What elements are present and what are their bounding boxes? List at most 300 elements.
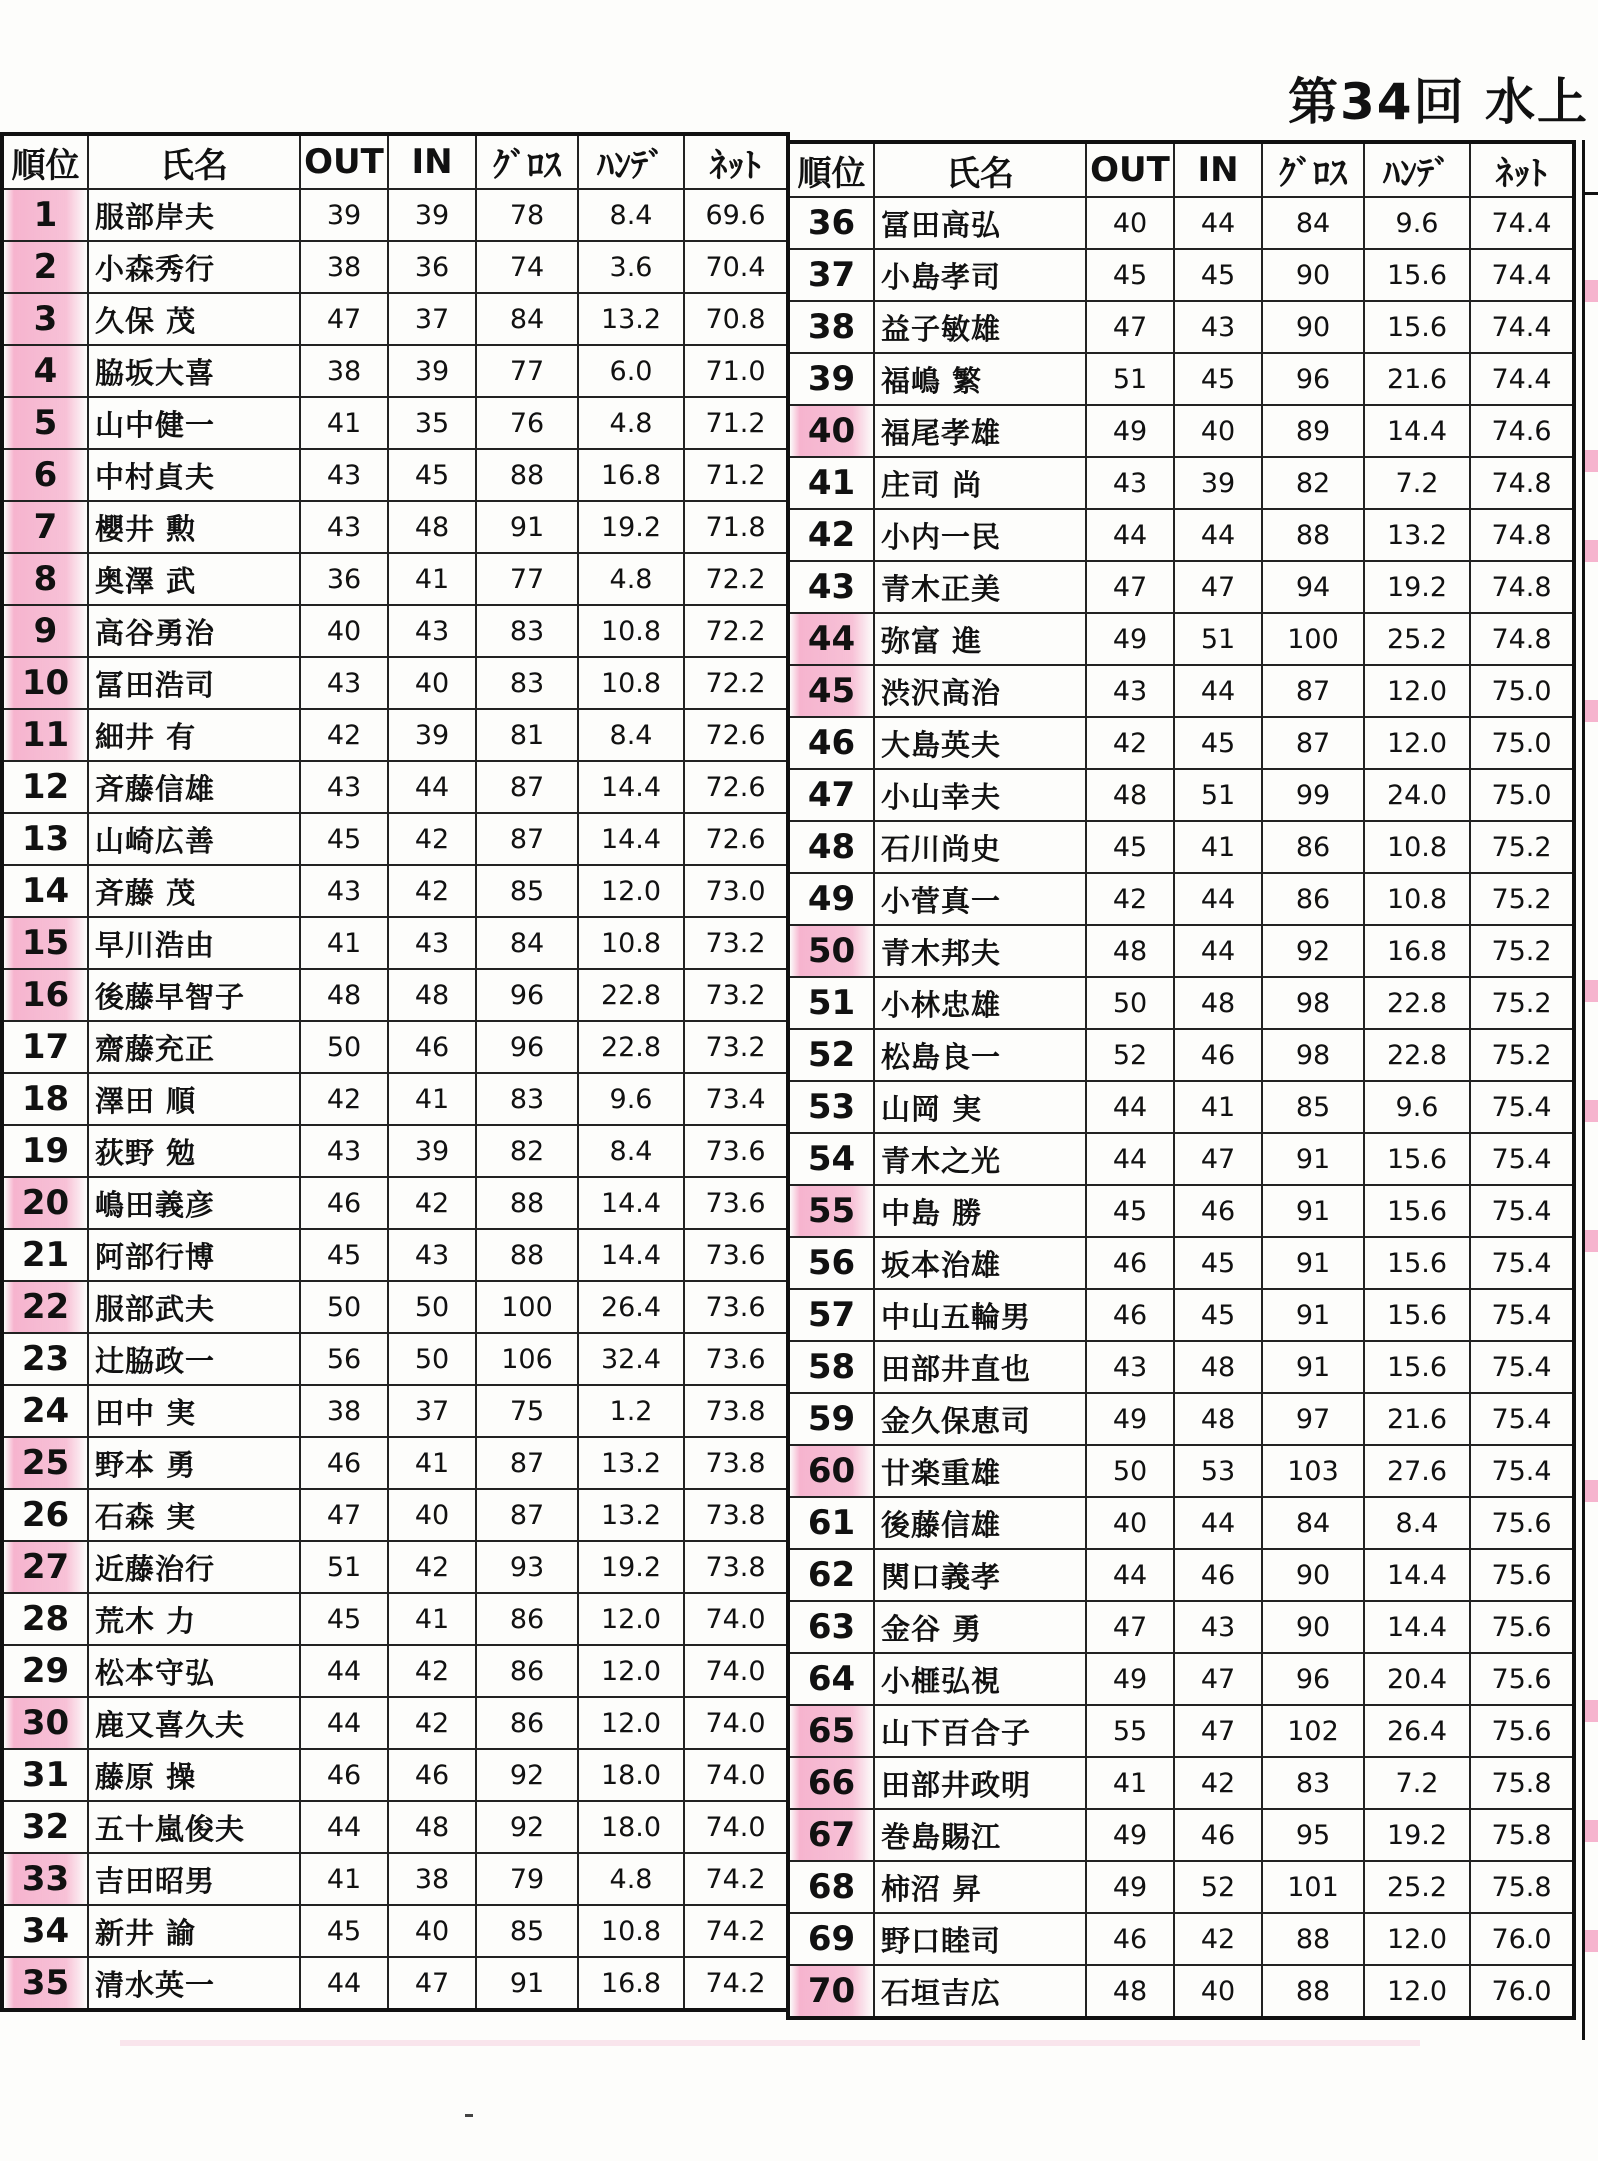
out-cell: 45 xyxy=(1086,1185,1174,1237)
net-cell: 72.6 xyxy=(684,813,788,865)
out-cell: 49 xyxy=(1086,1653,1174,1705)
table-row xyxy=(788,717,1574,769)
out-cell: 43 xyxy=(1086,457,1174,509)
name-cell: 福嶋 繁 xyxy=(874,353,1086,405)
gross-cell: 83 xyxy=(476,1073,578,1125)
net-cell: 75.2 xyxy=(1470,821,1574,873)
net-cell: 75.8 xyxy=(1470,1757,1574,1809)
gross-cell: 86 xyxy=(1262,821,1364,873)
net-cell: 74.2 xyxy=(684,1853,788,1905)
results-table-left xyxy=(0,132,790,2012)
rank-cell: 32 xyxy=(2,1801,88,1853)
handicap-cell: 20.4 xyxy=(1364,1653,1470,1705)
rank-cell: 68 xyxy=(788,1861,874,1913)
net-cell: 75.4 xyxy=(1470,1289,1574,1341)
handicap-cell: 8.4 xyxy=(578,189,684,241)
in-cell: 45 xyxy=(1174,1289,1262,1341)
name-cell: 荒木 力 xyxy=(88,1593,300,1645)
in-cell: 41 xyxy=(388,1073,476,1125)
out-cell: 44 xyxy=(300,1957,388,2010)
header-handicap: ﾊﾝﾃﾞ xyxy=(578,134,684,189)
out-cell: 49 xyxy=(1086,405,1174,457)
name-cell: 大島英夫 xyxy=(874,717,1086,769)
gross-cell: 77 xyxy=(476,345,578,397)
net-cell: 70.8 xyxy=(684,293,788,345)
in-cell: 43 xyxy=(388,917,476,969)
header-in: IN xyxy=(1174,142,1262,197)
out-cell: 43 xyxy=(300,501,388,553)
out-cell: 48 xyxy=(1086,769,1174,821)
highlight-mark xyxy=(1585,1480,1598,1502)
in-cell: 43 xyxy=(1174,301,1262,353)
net-cell: 72.2 xyxy=(684,657,788,709)
in-cell: 50 xyxy=(388,1281,476,1333)
name-cell: 脇坂大喜 xyxy=(88,345,300,397)
gross-cell: 96 xyxy=(1262,1653,1364,1705)
in-cell: 40 xyxy=(1174,1965,1262,2018)
in-cell: 48 xyxy=(388,501,476,553)
net-cell: 73.8 xyxy=(684,1541,788,1593)
gross-cell: 98 xyxy=(1262,977,1364,1029)
out-cell: 51 xyxy=(300,1541,388,1593)
handicap-cell: 21.6 xyxy=(1364,353,1470,405)
net-cell: 73.6 xyxy=(684,1177,788,1229)
out-cell: 39 xyxy=(300,189,388,241)
gross-cell: 90 xyxy=(1262,1549,1364,1601)
gross-cell: 99 xyxy=(1262,769,1364,821)
rank-cell: 25 xyxy=(2,1437,88,1489)
out-cell: 41 xyxy=(300,917,388,969)
gross-cell: 95 xyxy=(1262,1809,1364,1861)
net-cell: 76.0 xyxy=(1470,1965,1574,2018)
net-cell: 74.0 xyxy=(684,1645,788,1697)
out-cell: 41 xyxy=(300,397,388,449)
handicap-cell: 8.4 xyxy=(578,709,684,761)
highlight-mark xyxy=(1585,980,1598,1002)
gross-cell: 87 xyxy=(1262,665,1364,717)
table-row xyxy=(788,1341,1574,1393)
table-row xyxy=(2,1333,788,1385)
name-cell: 金久保恵司 xyxy=(874,1393,1086,1445)
gross-cell: 77 xyxy=(476,553,578,605)
name-cell: 荻野 勉 xyxy=(88,1125,300,1177)
handicap-cell: 15.6 xyxy=(1364,301,1470,353)
name-cell: 五十嵐俊夫 xyxy=(88,1801,300,1853)
handicap-cell: 16.8 xyxy=(578,1957,684,2010)
rank-cell: 8 xyxy=(2,553,88,605)
in-cell: 40 xyxy=(1174,405,1262,457)
rank-cell: 60 xyxy=(788,1445,874,1497)
name-cell: 澤田 順 xyxy=(88,1073,300,1125)
out-cell: 46 xyxy=(300,1749,388,1801)
handicap-cell: 22.8 xyxy=(578,1021,684,1073)
net-cell: 73.6 xyxy=(684,1333,788,1385)
in-cell: 41 xyxy=(1174,821,1262,873)
net-cell: 75.6 xyxy=(1470,1705,1574,1757)
table-row xyxy=(788,1289,1574,1341)
highlight-mark xyxy=(1585,1820,1598,1842)
in-cell: 44 xyxy=(388,761,476,813)
in-cell: 48 xyxy=(388,1801,476,1853)
net-cell: 73.6 xyxy=(684,1229,788,1281)
in-cell: 39 xyxy=(1174,457,1262,509)
header-gross: ｸﾞﾛｽ xyxy=(476,134,578,189)
out-cell: 43 xyxy=(300,865,388,917)
table-row xyxy=(788,665,1574,717)
net-cell: 72.6 xyxy=(684,709,788,761)
handicap-cell: 14.4 xyxy=(1364,1549,1470,1601)
page-title: 第34回 水上 xyxy=(1288,73,1589,131)
table-row xyxy=(2,1749,788,1801)
rank-cell: 42 xyxy=(788,509,874,561)
handicap-cell: 13.2 xyxy=(578,1489,684,1541)
rank-cell: 41 xyxy=(788,457,874,509)
table-row xyxy=(2,865,788,917)
out-cell: 36 xyxy=(300,553,388,605)
net-cell: 75.4 xyxy=(1470,1133,1574,1185)
rank-cell: 6 xyxy=(2,449,88,501)
rank-cell: 16 xyxy=(2,969,88,1021)
highlight-mark xyxy=(1585,280,1598,302)
gross-cell: 76 xyxy=(476,397,578,449)
table-row xyxy=(2,1645,788,1697)
in-cell: 42 xyxy=(388,1645,476,1697)
handicap-cell: 7.2 xyxy=(1364,457,1470,509)
table-row xyxy=(2,293,788,345)
out-cell: 38 xyxy=(300,241,388,293)
handicap-cell: 8.4 xyxy=(1364,1497,1470,1549)
gross-cell: 89 xyxy=(1262,405,1364,457)
gross-cell: 88 xyxy=(1262,1913,1364,1965)
net-cell: 71.8 xyxy=(684,501,788,553)
rank-cell: 52 xyxy=(788,1029,874,1081)
in-cell: 45 xyxy=(1174,1237,1262,1289)
net-cell: 73.2 xyxy=(684,917,788,969)
table-row xyxy=(2,917,788,969)
rank-cell: 44 xyxy=(788,613,874,665)
handicap-cell: 4.8 xyxy=(578,553,684,605)
table-row xyxy=(788,613,1574,665)
table-row xyxy=(788,509,1574,561)
table-row xyxy=(2,709,788,761)
in-cell: 43 xyxy=(388,1229,476,1281)
gross-cell: 83 xyxy=(1262,1757,1364,1809)
table-row xyxy=(2,1697,788,1749)
header-handicap: ﾊﾝﾃﾞ xyxy=(1364,142,1470,197)
rank-cell: 13 xyxy=(2,813,88,865)
rank-cell: 30 xyxy=(2,1697,88,1749)
net-cell: 71.0 xyxy=(684,345,788,397)
net-cell: 74.4 xyxy=(1470,301,1574,353)
handicap-cell: 12.0 xyxy=(578,1645,684,1697)
net-cell: 72.2 xyxy=(684,605,788,657)
in-cell: 39 xyxy=(388,345,476,397)
out-cell: 44 xyxy=(300,1801,388,1853)
in-cell: 40 xyxy=(388,657,476,709)
handicap-cell: 14.4 xyxy=(578,1177,684,1229)
net-cell: 74.6 xyxy=(1470,405,1574,457)
in-cell: 51 xyxy=(1174,613,1262,665)
in-cell: 46 xyxy=(1174,1809,1262,1861)
table-row xyxy=(788,1601,1574,1653)
net-cell: 74.4 xyxy=(1470,197,1574,249)
net-cell: 75.6 xyxy=(1470,1653,1574,1705)
rank-cell: 35 xyxy=(2,1957,88,2010)
net-cell: 75.4 xyxy=(1470,1341,1574,1393)
name-cell: 石垣吉広 xyxy=(874,1965,1086,2018)
in-cell: 40 xyxy=(388,1489,476,1541)
in-cell: 43 xyxy=(388,605,476,657)
in-cell: 47 xyxy=(1174,1705,1262,1757)
in-cell: 48 xyxy=(1174,1393,1262,1445)
table-row xyxy=(2,1801,788,1853)
name-cell: 野本 勇 xyxy=(88,1437,300,1489)
out-cell: 52 xyxy=(1086,1029,1174,1081)
gross-cell: 83 xyxy=(476,657,578,709)
handicap-cell: 15.6 xyxy=(1364,249,1470,301)
out-cell: 47 xyxy=(1086,561,1174,613)
table-row xyxy=(788,1237,1574,1289)
table-row xyxy=(788,821,1574,873)
rank-cell: 10 xyxy=(2,657,88,709)
net-cell: 74.0 xyxy=(684,1593,788,1645)
name-cell: 嶋田義彦 xyxy=(88,1177,300,1229)
net-cell: 75.0 xyxy=(1470,717,1574,769)
net-cell: 75.0 xyxy=(1470,769,1574,821)
gross-cell: 93 xyxy=(476,1541,578,1593)
rank-cell: 15 xyxy=(2,917,88,969)
table-row xyxy=(2,657,788,709)
name-cell: 中島 勝 xyxy=(874,1185,1086,1237)
out-cell: 51 xyxy=(1086,353,1174,405)
table-row xyxy=(2,1021,788,1073)
net-cell: 71.2 xyxy=(684,449,788,501)
name-cell: 高谷勇治 xyxy=(88,605,300,657)
table-row xyxy=(2,813,788,865)
rank-cell: 69 xyxy=(788,1913,874,1965)
out-cell: 46 xyxy=(1086,1237,1174,1289)
table-row xyxy=(2,1385,788,1437)
table-row xyxy=(2,1125,788,1177)
in-cell: 40 xyxy=(388,1905,476,1957)
handicap-cell: 25.2 xyxy=(1364,1861,1470,1913)
name-cell: 齋藤充正 xyxy=(88,1021,300,1073)
out-cell: 49 xyxy=(1086,613,1174,665)
gross-cell: 96 xyxy=(1262,353,1364,405)
net-cell: 73.2 xyxy=(684,969,788,1021)
out-cell: 50 xyxy=(300,1281,388,1333)
name-cell: 益子敏雄 xyxy=(874,301,1086,353)
net-cell: 75.2 xyxy=(1470,1029,1574,1081)
handicap-cell: 12.0 xyxy=(1364,1965,1470,2018)
rank-cell: 54 xyxy=(788,1133,874,1185)
handicap-cell: 15.6 xyxy=(1364,1237,1470,1289)
table-row xyxy=(788,561,1574,613)
gross-cell: 92 xyxy=(476,1749,578,1801)
in-cell: 39 xyxy=(388,1125,476,1177)
table-header-row xyxy=(2,134,788,189)
in-cell: 42 xyxy=(388,1177,476,1229)
out-cell: 47 xyxy=(300,1489,388,1541)
net-cell: 75.4 xyxy=(1470,1081,1574,1133)
rank-cell: 65 xyxy=(788,1705,874,1757)
net-cell: 73.6 xyxy=(684,1125,788,1177)
name-cell: 渋沢高治 xyxy=(874,665,1086,717)
table-row xyxy=(2,1853,788,1905)
in-cell: 41 xyxy=(388,1437,476,1489)
in-cell: 44 xyxy=(1174,925,1262,977)
name-cell: 小森秀行 xyxy=(88,241,300,293)
gross-cell: 102 xyxy=(1262,1705,1364,1757)
name-cell: 巻島賜江 xyxy=(874,1809,1086,1861)
in-cell: 44 xyxy=(1174,197,1262,249)
name-cell: 中山五輪男 xyxy=(874,1289,1086,1341)
table-row xyxy=(788,1029,1574,1081)
results-table-right xyxy=(786,140,1576,2020)
name-cell: 柿沼 昇 xyxy=(874,1861,1086,1913)
in-cell: 42 xyxy=(1174,1913,1262,1965)
table-row xyxy=(788,1705,1574,1757)
name-cell: 山下百合子 xyxy=(874,1705,1086,1757)
highlight-mark xyxy=(1585,1100,1598,1122)
in-cell: 41 xyxy=(1174,1081,1262,1133)
out-cell: 49 xyxy=(1086,1393,1174,1445)
name-cell: 小榧弘視 xyxy=(874,1653,1086,1705)
out-cell: 40 xyxy=(300,605,388,657)
out-cell: 47 xyxy=(1086,1601,1174,1653)
name-cell: 後藤早智子 xyxy=(88,969,300,1021)
gross-cell: 100 xyxy=(1262,613,1364,665)
out-cell: 55 xyxy=(1086,1705,1174,1757)
name-cell: 山中健一 xyxy=(88,397,300,449)
net-cell: 75.6 xyxy=(1470,1601,1574,1653)
in-cell: 42 xyxy=(388,1697,476,1749)
table-row xyxy=(788,405,1574,457)
handicap-cell: 22.8 xyxy=(1364,977,1470,1029)
in-cell: 51 xyxy=(1174,769,1262,821)
rank-cell: 43 xyxy=(788,561,874,613)
rank-cell: 46 xyxy=(788,717,874,769)
highlight-mark xyxy=(1585,1230,1598,1252)
header-name: 氏名 xyxy=(88,134,300,189)
gross-cell: 79 xyxy=(476,1853,578,1905)
net-cell: 73.8 xyxy=(684,1489,788,1541)
handicap-cell: 16.8 xyxy=(1364,925,1470,977)
in-cell: 44 xyxy=(1174,873,1262,925)
out-cell: 44 xyxy=(1086,1081,1174,1133)
rank-cell: 45 xyxy=(788,665,874,717)
in-cell: 42 xyxy=(1174,1757,1262,1809)
gross-cell: 91 xyxy=(476,501,578,553)
out-cell: 45 xyxy=(1086,821,1174,873)
handicap-cell: 26.4 xyxy=(1364,1705,1470,1757)
highlight-mark xyxy=(1585,700,1598,722)
out-cell: 42 xyxy=(300,1073,388,1125)
header-out: OUT xyxy=(1086,142,1174,197)
table-row xyxy=(788,249,1574,301)
table-row xyxy=(2,1957,788,2010)
in-cell: 42 xyxy=(388,1541,476,1593)
name-cell: 廿楽重雄 xyxy=(874,1445,1086,1497)
handicap-cell: 12.0 xyxy=(1364,1913,1470,1965)
net-cell: 74.8 xyxy=(1470,561,1574,613)
rank-cell: 27 xyxy=(2,1541,88,1593)
net-cell: 75.4 xyxy=(1470,1393,1574,1445)
in-cell: 45 xyxy=(388,449,476,501)
handicap-cell: 15.6 xyxy=(1364,1133,1470,1185)
rank-cell: 49 xyxy=(788,873,874,925)
name-cell: 清水英一 xyxy=(88,1957,300,2010)
handicap-cell: 12.0 xyxy=(578,1697,684,1749)
table-row xyxy=(2,605,788,657)
out-cell: 45 xyxy=(300,813,388,865)
header-name: 氏名 xyxy=(874,142,1086,197)
highlight-mark xyxy=(1585,1930,1598,1952)
out-cell: 44 xyxy=(300,1645,388,1697)
in-cell: 38 xyxy=(388,1853,476,1905)
rank-cell: 23 xyxy=(2,1333,88,1385)
out-cell: 46 xyxy=(300,1177,388,1229)
handicap-cell: 32.4 xyxy=(578,1333,684,1385)
highlight-mark xyxy=(1585,540,1598,562)
gross-cell: 88 xyxy=(476,1229,578,1281)
handicap-cell: 9.6 xyxy=(1364,1081,1470,1133)
table-row xyxy=(2,345,788,397)
table-row xyxy=(2,761,788,813)
gross-cell: 75 xyxy=(476,1385,578,1437)
net-cell: 73.6 xyxy=(684,1281,788,1333)
handicap-cell: 1.2 xyxy=(578,1385,684,1437)
table-row xyxy=(2,1905,788,1957)
table-row xyxy=(788,1445,1574,1497)
handicap-cell: 19.2 xyxy=(1364,561,1470,613)
net-cell: 74.2 xyxy=(684,1957,788,2010)
in-cell: 44 xyxy=(1174,1497,1262,1549)
out-cell: 45 xyxy=(300,1593,388,1645)
name-cell: 小内一民 xyxy=(874,509,1086,561)
rank-cell: 12 xyxy=(2,761,88,813)
handicap-cell: 4.8 xyxy=(578,397,684,449)
net-cell: 75.2 xyxy=(1470,977,1574,1029)
net-cell: 69.6 xyxy=(684,189,788,241)
net-cell: 75.6 xyxy=(1470,1497,1574,1549)
gross-cell: 84 xyxy=(476,293,578,345)
name-cell: 山崎広善 xyxy=(88,813,300,865)
gross-cell: 101 xyxy=(1262,1861,1364,1913)
name-cell: 青木之光 xyxy=(874,1133,1086,1185)
handicap-cell: 18.0 xyxy=(578,1801,684,1853)
net-cell: 75.2 xyxy=(1470,925,1574,977)
gross-cell: 86 xyxy=(476,1645,578,1697)
gross-cell: 84 xyxy=(1262,197,1364,249)
out-cell: 42 xyxy=(1086,717,1174,769)
in-cell: 43 xyxy=(1174,1601,1262,1653)
net-cell: 73.4 xyxy=(684,1073,788,1125)
name-cell: 田部井政明 xyxy=(874,1757,1086,1809)
handicap-cell: 14.4 xyxy=(578,1229,684,1281)
net-cell: 74.0 xyxy=(684,1801,788,1853)
handicap-cell: 8.4 xyxy=(578,1125,684,1177)
in-cell: 45 xyxy=(1174,249,1262,301)
table-body xyxy=(2,189,788,2010)
gross-cell: 92 xyxy=(476,1801,578,1853)
gross-cell: 85 xyxy=(476,1905,578,1957)
net-cell: 74.0 xyxy=(684,1749,788,1801)
out-cell: 48 xyxy=(1086,925,1174,977)
net-cell: 75.8 xyxy=(1470,1861,1574,1913)
in-cell: 35 xyxy=(388,397,476,449)
rank-cell: 39 xyxy=(788,353,874,405)
